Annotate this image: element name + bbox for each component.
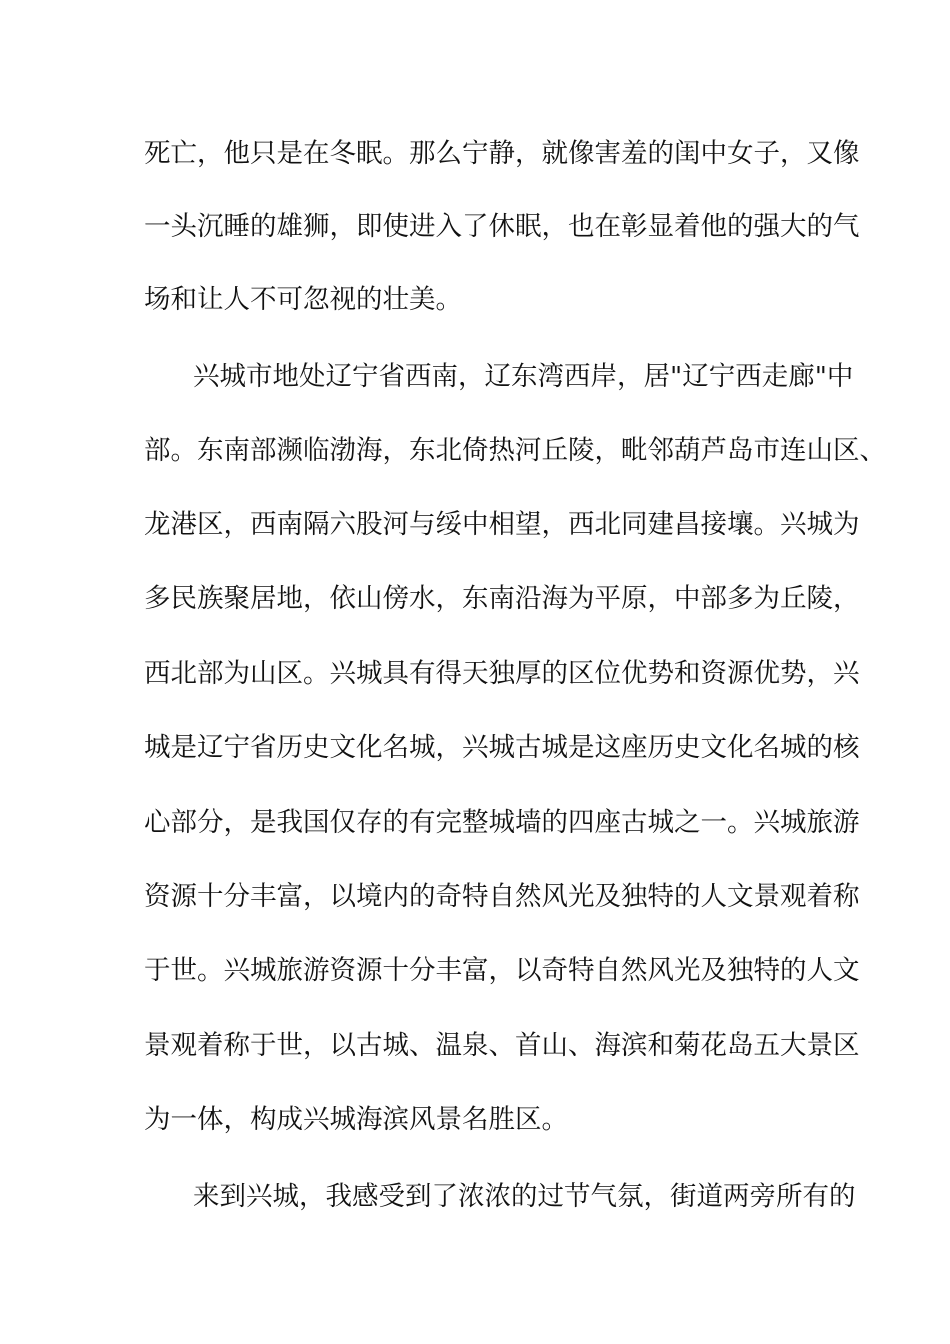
text-line: 景观着称于世，以古城、温泉、首山、海滨和菊花岛五大景区 [144,1030,860,1061]
text-line: 于世。兴城旅游资源十分丰富，以奇特自然风光及独特的人文 [144,955,860,986]
paragraph-first-line: 来到兴城，我感受到了浓浓的过节气氛，街道两旁所有的 [193,1181,856,1212]
text-line: 死亡，他只是在冬眠。那么宁静，就像害羞的闺中女子，又像 [144,138,860,169]
paragraph-first-line: 兴城市地处辽宁省西南，辽东湾西岸，居"辽宁西走廊"中 [193,361,854,392]
text-line: 资源十分丰富，以境内的奇特自然风光及独特的人文景观着称 [144,881,860,912]
text-line: 一头沉睡的雄狮，即使进入了休眠，也在彰显着他的强大的气 [144,211,860,242]
text-line: 场和让人不可忽视的壮美。 [144,284,462,315]
text-line: 多民族聚居地，依山傍水，东南沿海为平原，中部多为丘陵， [144,583,860,614]
text-line: 部。东南部濒临渤海，东北倚热河丘陵，毗邻葫芦岛市连山区、 [144,435,886,466]
text-line: 心部分，是我国仅存的有完整城墙的四座古城之一。兴城旅游 [144,807,860,838]
text-line: 西北部为山区。兴城具有得天独厚的区位优势和资源优势，兴 [144,658,860,689]
text-line: 城是辽宁省历史文化名城，兴城古城是这座历史文化名城的核 [144,732,860,763]
text-line: 龙港区，西南隔六股河与绥中相望，西北同建昌接壤。兴城为 [144,509,860,540]
text-line: 为一体，构成兴城海滨风景名胜区。 [144,1104,568,1135]
